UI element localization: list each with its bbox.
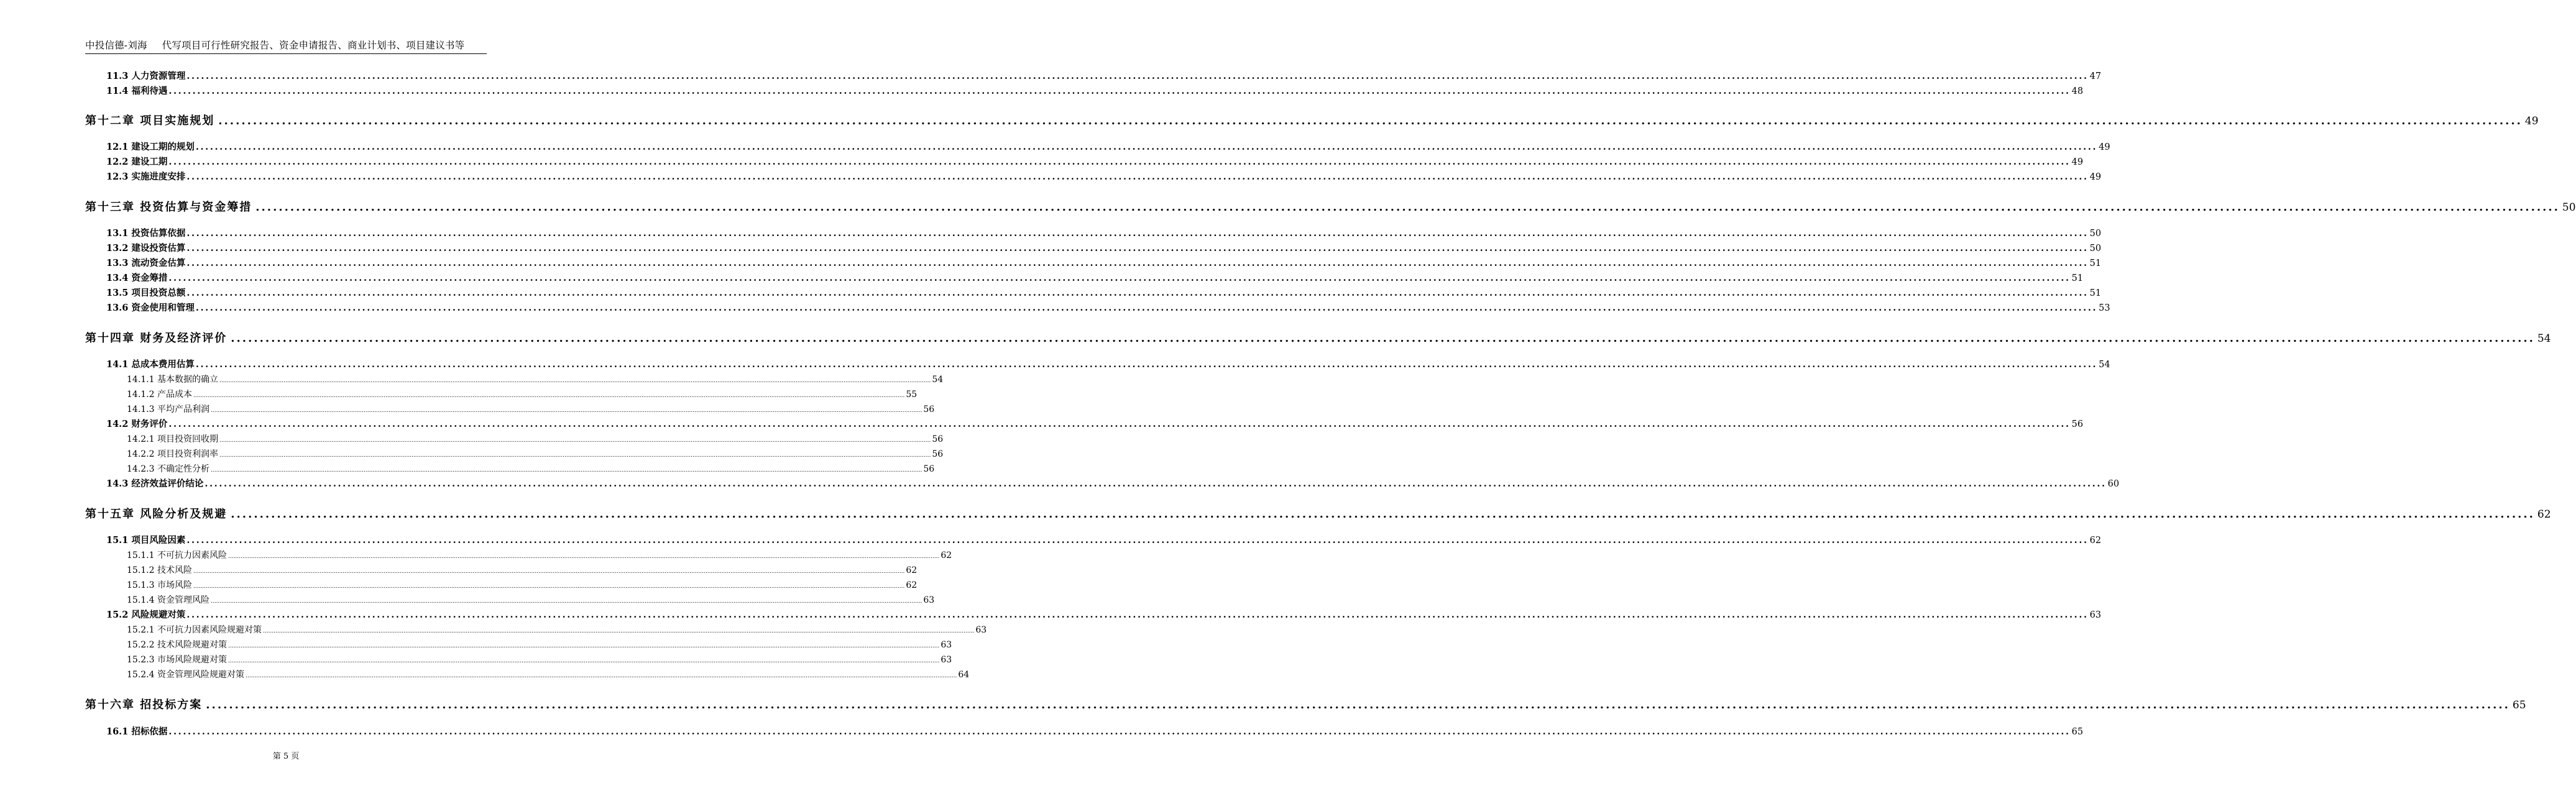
toc-leader-dots: ................................................................................................................................................................................................................................................................................................................................................................................................................ [186,228,2089,239]
toc-entry-page-number: 64 [958,670,970,680]
toc-entry-title: 14.2.3 不确定性分析 [127,464,209,474]
toc-entry-title: 14.2.1 项目投资回收期 [127,434,218,444]
toc-leader-dots: ................................................................................................................................................................................................................................................................................................................................................................................................................ [193,569,905,575]
page-footer [0,749,572,761]
toc-leader-dots: ................................................................................................................................................................................................................................................................................................................................................................................................................ [186,610,2089,620]
toc-entry-page-number: 49 [2099,142,2110,152]
toc-entry-title: 15.1.1 不可抗力因素风险 [127,551,227,560]
toc-entry-title: 15.1.3 市场风险 [127,580,192,590]
toc-entry-page-number: 51 [2089,288,2102,298]
toc-section-entry[interactable] [106,171,2102,183]
toc-leader-dots: ................................................................................................................................................................................................................................................................................................................................................................................................................ [231,332,2535,345]
toc-entry-page-number: 56 [932,434,944,444]
toc-subsection-entry[interactable] [127,433,944,447]
toc-chapter-entry[interactable] [85,507,2551,522]
toc-entry-title: 13.2 建设投资估算 [106,243,186,254]
toc-entry-title: 14.1.3 平均产品利润 [127,404,209,414]
toc-leader-dots: ................................................................................................................................................................................................................................................................................................................................................................................................................ [255,201,2560,214]
toc-entry-title: 第十三章 投资估算与资金筹措 [85,201,252,214]
toc-entry-page-number: 48 [2071,86,2084,96]
toc-entry-title: 12.2 建设工期 [106,157,168,167]
toc-chapter-entry[interactable] [85,331,2551,346]
toc-entry-page-number: 56 [923,464,935,474]
toc-entry-page-number: 50 [2562,201,2576,214]
toc-leader-dots: ................................................................................................................................................................................................................................................................................................................................................................................................................ [168,86,2071,96]
toc-leader-dots: ................................................................................................................................................................................................................................................................................................................................................................................................................ [193,393,905,399]
toc-entry-page-number: 62 [906,565,918,575]
toc-entry-page-number: 63 [941,655,952,665]
toc-leader-dots: ................................................................................................................................................................................................................................................................................................................................................................................................................ [228,643,940,649]
toc-leader-dots: ................................................................................................................................................................................................................................................................................................................................................................................................................ [168,157,2071,167]
toc-entry-title: 13.6 资金使用和管理 [106,303,195,313]
toc-section-entry[interactable] [106,287,2102,299]
toc-entry-title: 13.1 投资估算依据 [106,228,186,239]
toc-entry-title: 11.3 人力资源管理 [106,71,186,81]
toc-entry-page-number: 62 [2537,508,2551,521]
toc-section-entry[interactable] [106,141,2110,153]
toc-entry-page-number: 49 [2071,157,2084,167]
toc-entry-title: 14.2.2 项目投资利润率 [127,449,218,459]
toc-section-entry[interactable] [106,534,2102,547]
toc-entry-page-number: 65 [2512,699,2526,711]
toc-entry-title: 15.2 风险规避对策 [106,610,186,620]
toc-leader-dots: ................................................................................................................................................................................................................................................................................................................................................................................................................ [195,359,2098,370]
toc-leader-dots: ................................................................................................................................................................................................................................................................................................................................................................................................................ [231,508,2535,521]
toc-section-entry[interactable] [106,726,2084,738]
toc-entry-page-number: 63 [923,595,935,605]
header-left-text: 中投信德-刘海 [85,40,147,51]
toc-entry-title: 14.1.1 基本数据的确立 [127,375,218,385]
toc-leader-dots: ................................................................................................................................................................................................................................................................................................................................................................................................................ [186,71,2089,81]
toc-leader-dots: ................................................................................................................................................................................................................................................................................................................................................................................................................ [186,243,2089,254]
toc-entry-title: 第十六章 招投标方案 [85,698,203,711]
toc-entry-page-number: 62 [941,551,952,560]
toc-entry-page-number: 54 [932,375,944,385]
toc-entry-page-number: 53 [2099,303,2110,313]
toc-entry-title: 15.2.3 市场风险规避对策 [127,655,227,665]
toc-subsection-entry[interactable] [127,403,935,417]
toc-entry-page-number: 54 [2099,360,2110,370]
toc-leader-dots: ................................................................................................................................................................................................................................................................................................................................................................................................................ [193,583,905,590]
toc-subsection-entry[interactable] [127,624,987,638]
toc-entry-page-number: 63 [975,625,987,635]
toc-subsection-entry[interactable] [127,463,935,477]
toc-entry-title: 15.1.4 资金管理风险 [127,595,209,605]
toc-entry-title: 15.2.2 技术风险规避对策 [127,640,227,650]
toc-entry-page-number: 50 [2089,244,2102,254]
toc-entry-page-number: 63 [941,640,952,650]
toc-entry-title: 15.2.1 不可抗力因素风险规避对策 [127,625,262,635]
toc-entry-title: 11.4 福利待遇 [106,86,168,96]
toc-entry-page-number: 56 [932,449,944,459]
toc-leader-dots: ................................................................................................................................................................................................................................................................................................................................................................................................................ [186,288,2089,298]
toc-entry-title: 13.5 项目投资总额 [106,288,186,298]
toc-subsection-entry[interactable] [127,448,944,462]
toc-subsection-entry[interactable] [127,654,952,667]
toc-entry-title: 13.3 流动资金估算 [106,258,186,268]
toc-entry-page-number: 50 [2089,229,2102,239]
toc-leader-dots: ................................................................................................................................................................................................................................................................................................................................................................................................................ [195,303,2098,313]
toc-entry-page-number: 55 [906,390,918,400]
toc-leader-dots: ................................................................................................................................................................................................................................................................................................................................................................................................................ [186,535,2089,546]
toc-entry-page-number: 49 [2524,115,2539,127]
toc-section-entry[interactable] [106,302,2110,314]
toc-entry-title: 12.3 实施进度安排 [106,171,186,182]
toc-section-entry[interactable] [106,227,2102,240]
toc-leader-dots: ................................................................................................................................................................................................................................................................................................................................................................................................................ [168,273,2071,283]
toc-chapter-entry[interactable] [85,200,2576,215]
toc-leader-dots: ................................................................................................................................................................................................................................................................................................................................................................................................................ [219,378,931,384]
header-right-text: 代写项目可行性研究报告、资金申请报告、商业计划书、项目建议书等 [162,40,465,51]
toc-section-entry[interactable] [106,359,2110,371]
toc-leader-dots: ................................................................................................................................................................................................................................................................................................................................................................................................................ [210,598,922,605]
toc-leader-dots: ................................................................................................................................................................................................................................................................................................................................................................................................................ [195,142,2098,152]
toc-section-entry[interactable] [106,609,2102,621]
toc-leader-dots: ................................................................................................................................................................................................................................................................................................................................................................................................................ [205,478,2107,489]
toc-entry-title: 第十五章 风险分析及规避 [85,508,228,521]
toc-entry-page-number: 60 [2107,479,2120,489]
toc-subsection-entry[interactable] [127,564,918,578]
toc-section-entry[interactable] [106,418,2084,431]
toc-section-entry[interactable] [106,70,2102,83]
toc-leader-dots: ................................................................................................................................................................................................................................................................................................................................................................................................................ [186,171,2089,182]
toc-leader-dots: ................................................................................................................................................................................................................................................................................................................................................................................................................ [210,467,922,473]
toc-section-entry[interactable] [106,257,2102,270]
toc-entry-page-number: 51 [2071,273,2084,283]
toc-leader-dots: ................................................................................................................................................................................................................................................................................................................................................................................................................ [228,554,940,560]
toc-entry-page-number: 51 [2089,258,2102,268]
toc-entry-page-number: 49 [2089,172,2102,182]
toc-entry-title: 16.1 招标依据 [106,726,168,737]
page-number: 第 5 页 [272,752,300,761]
toc-leader-dots: ................................................................................................................................................................................................................................................................................................................................................................................................................ [206,698,2510,711]
toc-entry-title: 14.1 总成本费用估算 [106,359,195,370]
toc-entry-page-number: 54 [2537,332,2551,345]
toc-leader-dots: ................................................................................................................................................................................................................................................................................................................................................................................................................ [262,628,975,634]
toc-entry-title: 12.1 建设工期的规划 [106,142,195,152]
toc-leader-dots: ................................................................................................................................................................................................................................................................................................................................................................................................................ [186,258,2089,268]
toc-entry-title: 15.1 项目风险因素 [106,535,186,546]
toc-entry-title: 15.1.2 技术风险 [127,565,192,575]
toc-section-entry[interactable] [106,156,2084,168]
toc-leader-dots: ................................................................................................................................................................................................................................................................................................................................................................................................................ [245,673,957,679]
toc-entry-title: 15.2.4 资金管理风险规避对策 [127,670,244,680]
toc-entry-title: 13.4 资金筹措 [106,273,168,283]
toc-leader-dots: ................................................................................................................................................................................................................................................................................................................................................................................................................ [168,726,2071,737]
toc-section-entry[interactable] [106,242,2102,255]
toc-chapter-entry[interactable] [85,114,2539,129]
toc-leader-dots: ................................................................................................................................................................................................................................................................................................................................................................................................................ [210,408,922,414]
toc-section-entry[interactable] [106,272,2084,285]
toc-leader-dots: ................................................................................................................................................................................................................................................................................................................................................................................................................ [219,437,931,444]
toc-section-entry[interactable] [106,478,2120,490]
toc-entry-page-number: 62 [906,580,918,590]
toc-entry-page-number: 62 [2089,536,2102,546]
toc-leader-dots: ................................................................................................................................................................................................................................................................................................................................................................................................................ [218,114,2523,127]
toc-subsection-entry[interactable] [127,388,918,402]
toc-entry-page-number: 63 [2089,610,2102,620]
toc-entry-title: 14.2 财务评价 [106,419,168,429]
toc-entry-page-number: 47 [2089,71,2102,81]
toc-chapter-entry[interactable] [85,698,2526,713]
toc-entry-title: 14.3 经济效益评价结论 [106,478,204,489]
toc-subsection-entry[interactable] [127,639,952,652]
toc-subsection-entry[interactable] [127,579,918,593]
toc-subsection-entry[interactable] [127,669,970,682]
toc-section-entry[interactable] [106,85,2084,98]
toc-leader-dots: ................................................................................................................................................................................................................................................................................................................................................................................................................ [219,452,931,459]
toc-subsection-entry[interactable] [127,594,935,608]
toc-entry-page-number: 56 [2071,419,2084,429]
toc-subsection-entry[interactable] [127,549,952,563]
toc-entry-title: 第十二章 项目实施规划 [85,114,215,127]
toc-entry-page-number: 56 [923,404,935,414]
toc-entry-title: 第十四章 财务及经济评价 [85,332,228,345]
toc-entry-page-number: 65 [2071,727,2084,737]
toc-subsection-entry[interactable] [127,373,944,387]
toc-entry-title: 14.1.2 产品成本 [127,390,192,400]
toc-leader-dots: ................................................................................................................................................................................................................................................................................................................................................................................................................ [228,658,940,664]
toc-leader-dots: ................................................................................................................................................................................................................................................................................................................................................................................................................ [168,419,2071,429]
